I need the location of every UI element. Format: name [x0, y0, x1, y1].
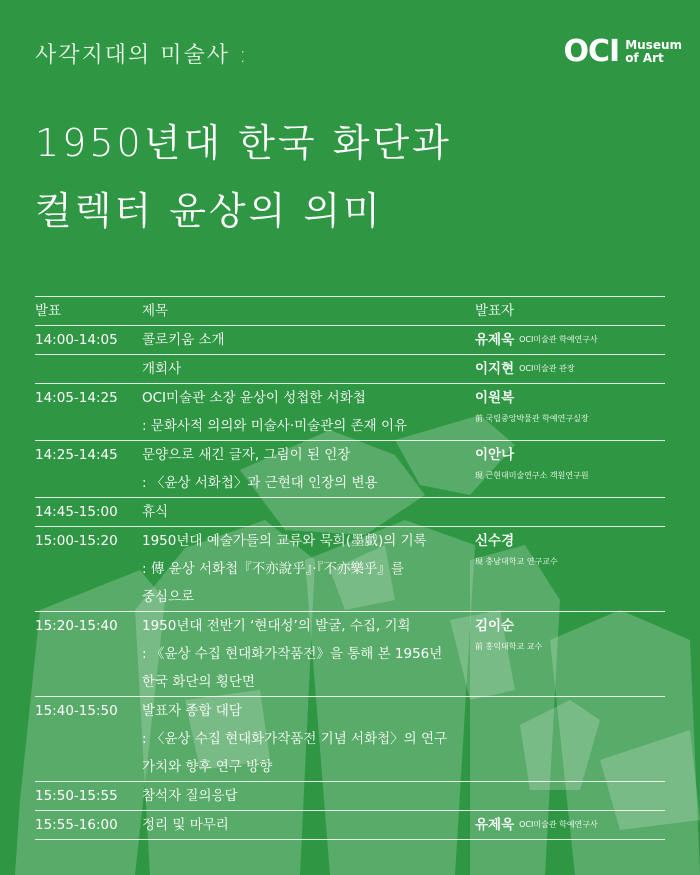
- logo-text: [625, 39, 682, 65]
- header-speaker: 발표자: [475, 303, 515, 319]
- row-speaker: [475, 355, 665, 383]
- logo-text-line-1: Museum: [625, 37, 682, 52]
- row-program-line: 중심으로: [142, 589, 195, 605]
- row-program-line: : 《윤상 수집 현대화가작품전》을 통해 본 1956년: [142, 646, 443, 662]
- speaker-name: 김이순: [475, 618, 515, 634]
- row-speaker: [475, 811, 665, 839]
- speaker-role: 前 국립중앙박물관 학예연구실장: [475, 414, 589, 423]
- row-time: 14:05-14:25: [35, 390, 118, 406]
- row-program-line: : 〈윤상 수집 현대화가작품전 기념 서화첩〉의 연구: [142, 731, 448, 747]
- row-program-line: 한국 화단의 횡단면: [142, 674, 255, 690]
- header-time: 발표: [35, 303, 62, 319]
- header-program: 제목: [142, 303, 169, 319]
- row-time: 15:50-15:55: [35, 788, 118, 804]
- schedule-row: [35, 383, 665, 440]
- schedule-row: [35, 354, 665, 383]
- schedule-header-row: [35, 296, 665, 325]
- oci-museum-logo: [564, 34, 683, 69]
- row-program-line: 참석자 질의응답: [142, 788, 238, 804]
- schedule-table: [35, 296, 665, 840]
- row-time: 14:25-14:45: [35, 447, 118, 463]
- speaker-role: OCI미술관 학예연구사: [519, 820, 598, 829]
- speaker-role: 前 홍익대학교 교수: [475, 642, 543, 651]
- poster-header: [0, 0, 700, 290]
- schedule-row: [35, 611, 665, 696]
- row-program-line: 정리 및 마무리: [142, 817, 229, 833]
- speaker-name: 유제욱: [475, 817, 515, 833]
- speaker-name: 이안나: [475, 447, 515, 463]
- schedule-row: [35, 526, 665, 611]
- schedule-row: [35, 325, 665, 354]
- speaker-name: 신수경: [475, 533, 515, 549]
- row-program-line: 가치와 향후 연구 방향: [142, 759, 273, 775]
- poster-title-line-2: 컬렉터 윤상의 의미: [35, 189, 383, 233]
- row-time: [35, 355, 142, 383]
- row-time: 14:45-15:00: [35, 504, 118, 520]
- schedule-row: [35, 440, 665, 497]
- row-time: 15:20-15:40: [35, 618, 118, 634]
- row-program-line: OCI미술관 소장 윤상이 성첩한 서화첩: [142, 390, 366, 406]
- logo-text-line-2: of Art: [625, 50, 664, 65]
- row-program-line: 개회사: [142, 361, 182, 377]
- row-program-line: : 문화사적 의의와 미술사·미술관의 존재 이유: [142, 418, 408, 434]
- row-program-line: 발표자 종합 대담: [142, 703, 242, 719]
- row-program-line: 콜로키움 소개: [142, 332, 225, 348]
- speaker-role: OCI미술관 관장: [519, 364, 575, 373]
- speaker-name: 유제욱: [475, 332, 515, 348]
- speaker-role: 現 근현대미술연구소 객원연구원: [475, 471, 589, 480]
- schedule-row: [35, 696, 665, 781]
- row-time: 15:00-15:20: [35, 533, 118, 549]
- row-time: 14:00-14:05: [35, 332, 118, 348]
- schedule-row: [35, 810, 665, 840]
- row-speaker: [475, 326, 665, 354]
- schedule-row: [35, 781, 665, 810]
- schedule-row: [35, 497, 665, 526]
- row-time: 15:55-16:00: [35, 817, 118, 833]
- speaker-name: 이원복: [475, 390, 515, 406]
- row-program-line: 1950년대 예술가들의 교류와 묵희(墨戱)의 기록: [142, 533, 427, 549]
- poster-title-line-1: 1950년대 한국 화단과: [35, 121, 452, 165]
- row-program-line: 휴식: [142, 504, 169, 520]
- logo-mark: OCI: [563, 34, 620, 69]
- row-program-line: 문양으로 새긴 글자, 그림이 된 인장: [142, 447, 351, 463]
- row-program-line: : 傳 윤상 서화첩『不亦說乎』·『不亦樂乎』를: [142, 561, 404, 577]
- speaker-name: 이지현: [475, 361, 515, 377]
- speaker-role: 現 충남대학교 연구교수: [475, 557, 558, 566]
- row-program-line: : 〈윤상 서화첩〉과 근현대 인장의 변용: [142, 475, 378, 491]
- poster-subtitle: 사각지대의 미술사 :: [35, 43, 249, 68]
- row-time: 15:40-15:50: [35, 703, 118, 719]
- speaker-role: OCI미술관 학예연구사: [519, 335, 598, 344]
- row-program-line: 1950년대 전반기 ‘현대성’의 발굴, 수집, 기획: [142, 618, 411, 634]
